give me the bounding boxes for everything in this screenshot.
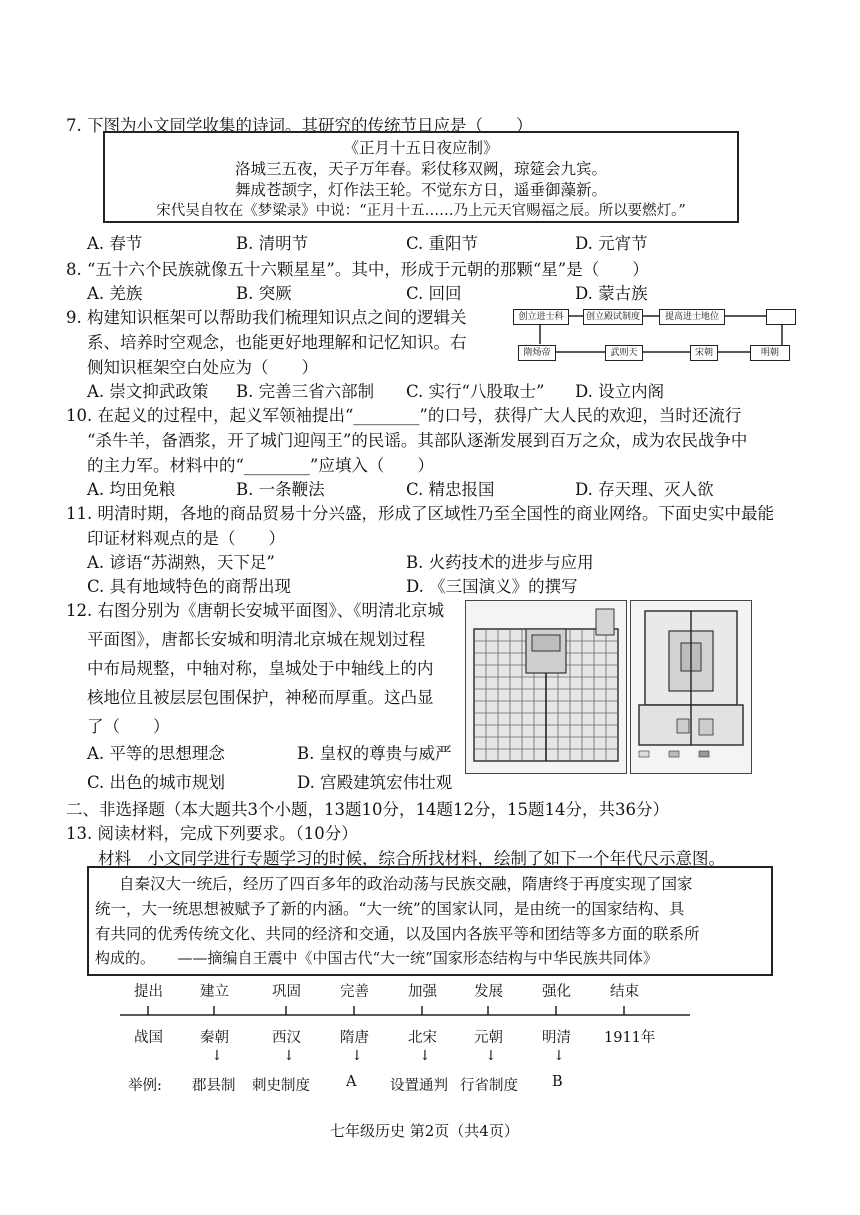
q11-stem-line: 印证材料观点的是（ ） xyxy=(87,529,285,548)
q8-option-d[interactable]: D. 蒙古族 xyxy=(575,284,648,303)
beijing-city-map xyxy=(630,600,752,774)
stage-label: 巩固 xyxy=(272,984,301,1000)
example-item: 郡县制 xyxy=(192,1078,236,1094)
q7-poem-line: 洛城三五夜，天子万年春。彩仗移双阙，琼筵会九宾。 xyxy=(234,160,607,178)
section-2-heading: 二、非选择题（本大题共3个小题，13题10分，14题12分，15题14分，共36分） xyxy=(66,800,669,819)
stage-label: 强化 xyxy=(542,984,571,1000)
era-label: 1911年 xyxy=(604,1030,656,1046)
q7-option-d[interactable]: D. 元宵节 xyxy=(575,234,648,253)
framework-box: 宋朝 xyxy=(690,345,718,361)
example-blank-b: B xyxy=(552,1074,563,1090)
era-label: 隋唐 xyxy=(340,1030,369,1046)
framework-box: 武则天 xyxy=(605,345,643,361)
example-item: 设置通判 xyxy=(390,1078,448,1094)
era-label: 秦朝 xyxy=(200,1030,229,1046)
q8-option-b[interactable]: B. 突厥 xyxy=(236,284,292,303)
q9-stem-line: 9. 构建知识框架可以帮助我们梳理知识点之间的逻辑关 xyxy=(66,308,467,327)
q7-poem-title: 《正月十五日夜应制》 xyxy=(343,139,499,157)
framework-blank-box xyxy=(766,309,796,325)
q9-option-d[interactable]: D. 设立内阁 xyxy=(575,382,665,401)
q9-option-a[interactable]: A. 崇文抑武政策 xyxy=(87,382,209,401)
stage-label: 加强 xyxy=(408,984,437,1000)
q12-stem-line: 了（ ） xyxy=(87,717,170,736)
stage-label: 发展 xyxy=(474,984,503,1000)
framework-box: 隋炀帝 xyxy=(518,345,556,361)
framework-box: 明朝 xyxy=(750,345,790,361)
q11-option-b[interactable]: B. 火药技术的进步与应用 xyxy=(406,553,594,572)
q12-option-d[interactable]: D. 宫殿建筑宏伟壮观 xyxy=(297,773,453,792)
q8-stem: 8. “五十六个民族就像五十六颗星星”。其中，形成于元朝的那颗“星”是（ ） xyxy=(66,260,649,279)
material-line: 统一，大一统思想被赋予了新的内涵。“大一统”的国家认同，是由统一的国家结构、具 xyxy=(95,900,685,918)
down-arrow-icon: ↓ xyxy=(485,1048,497,1064)
q12-option-c[interactable]: C. 出色的城市规划 xyxy=(87,773,226,792)
q12-option-b[interactable]: B. 皇权的尊贵与威严 xyxy=(297,744,452,763)
era-label: 西汉 xyxy=(272,1030,301,1046)
q11-option-a[interactable]: A. 谚语“苏湖熟，天下足” xyxy=(87,553,275,572)
q7-poem-box xyxy=(103,131,739,223)
q12-stem-line: 中布局规整，中轴对称，皇城处于中轴线上的内 xyxy=(87,659,434,678)
q12-option-a[interactable]: A. 平等的思想理念 xyxy=(87,744,225,763)
material-line: 有共同的优秀传统文化、共同的经济和交通，以及国内各族平等和团结等多方面的联系所 xyxy=(95,925,700,943)
q9-option-c[interactable]: C. 实行“八股取士” xyxy=(406,382,545,401)
q7-poem-line: 舞成苍颉字，灯作法王轮。不觉东方日，遥垂御藻新。 xyxy=(234,181,607,199)
q7-option-a[interactable]: A. 春节 xyxy=(87,234,143,253)
q9-option-b[interactable]: B. 完善三省六部制 xyxy=(236,382,375,401)
example-blank-a: A xyxy=(346,1074,357,1090)
q10-stem-line: 的主力军。材料中的“________”应填入（ ） xyxy=(87,456,434,475)
era-label: 战国 xyxy=(134,1030,163,1046)
example-label: 举例: xyxy=(128,1078,162,1094)
q7-option-c[interactable]: C. 重阳节 xyxy=(406,234,479,253)
stage-label: 完善 xyxy=(340,984,369,1000)
q10-stem-line: “杀牛羊，备酒浆，开了城门迎闯王”的民谣。其部队逐渐发展到百万之众，成为农民战争中 xyxy=(87,431,748,450)
framework-box: 创立殿试制度 xyxy=(583,309,643,325)
q9-knowledge-framework xyxy=(510,306,800,366)
era-label: 北宋 xyxy=(408,1030,437,1046)
q12-stem-line: 平面图》，唐都长安城和明清北京城在规划过程 xyxy=(87,630,426,649)
framework-box: 提高进士地位 xyxy=(659,309,725,325)
q9-stem-line: 系、培养时空观念，也能更好地理解和记忆知识。右 xyxy=(87,333,467,352)
example-item: 行省制度 xyxy=(460,1078,518,1094)
q10-option-c[interactable]: C. 精忠报国 xyxy=(406,480,495,499)
material-line: 自秦汉大一统后，经历了四百多年的政治动荡与民族交融，隋唐终于再度实现了国家 xyxy=(119,875,693,893)
q8-option-c[interactable]: C. 回回 xyxy=(406,284,462,303)
q11-option-c[interactable]: C. 具有地域特色的商帮出现 xyxy=(87,577,292,596)
down-arrow-icon: ↓ xyxy=(553,1048,565,1064)
changan-city-map xyxy=(465,600,627,774)
stage-label: 提出 xyxy=(134,984,163,1000)
q13-timeline xyxy=(0,980,860,1100)
era-label: 元朝 xyxy=(474,1030,503,1046)
down-arrow-icon: ↓ xyxy=(351,1048,363,1064)
q12-stem-line: 12. 右图分别为《唐朝长安城平面图》、《明清北京城 xyxy=(66,601,444,620)
q10-option-a[interactable]: A. 均田免粮 xyxy=(87,480,176,499)
q11-option-d[interactable]: D. 《三国演义》的撰写 xyxy=(406,577,578,596)
page-footer: 七年级历史 第2页（共4页） xyxy=(330,1122,519,1140)
down-arrow-icon: ↓ xyxy=(211,1048,223,1064)
q9-stem-line: 侧知识框架空白处应为（ ） xyxy=(87,358,318,377)
era-label: 明清 xyxy=(542,1030,571,1046)
q13-intro: 材料 小文同学进行专题学习的时候，综合所找材料，绘制了如下一个年代尺示意图。 xyxy=(98,849,725,868)
down-arrow-icon: ↓ xyxy=(283,1048,295,1064)
q10-stem-line: 10. 在起义的过程中，起义军领袖提出“________”的口号，获得广大人民的欢迎，当时还流行 xyxy=(66,406,742,425)
material-line: 构成的。 ——摘编自王震中《中国古代“大一统”国家形态结构与中华民族共同体》 xyxy=(95,949,658,967)
q11-stem-line: 11. 明清时期，各地的商品贸易十分兴盛，形成了区域性乃至全国性的商业网络。下面史实中最能 xyxy=(66,504,774,523)
example-item: 刺史制度 xyxy=(252,1078,310,1094)
q7-stem: 7. 下图为小文同学收集的诗词。其研究的传统节日应是（ ） xyxy=(66,116,533,135)
q10-option-d[interactable]: D. 存天理、灭人欲 xyxy=(575,480,714,499)
q7-poem-source: 宋代吴自牧在《梦粱录》中说：“正月十五……乃上元天官赐福之辰。所以要燃灯。” xyxy=(156,203,686,219)
q13-stem: 13. 阅读材料，完成下列要求。（10分） xyxy=(66,824,358,843)
stage-label: 建立 xyxy=(200,984,229,1000)
q13-material-box xyxy=(87,866,773,976)
stage-label: 结束 xyxy=(610,984,639,1000)
down-arrow-icon: ↓ xyxy=(419,1048,431,1064)
q7-option-b[interactable]: B. 清明节 xyxy=(236,234,309,253)
q10-option-b[interactable]: B. 一条鞭法 xyxy=(236,480,325,499)
framework-box: 创立进士科 xyxy=(513,309,569,325)
q8-option-a[interactable]: A. 羌族 xyxy=(87,284,143,303)
q12-stem-line: 核地位且被层层包围保护，神秘而厚重。这凸显 xyxy=(87,688,434,707)
